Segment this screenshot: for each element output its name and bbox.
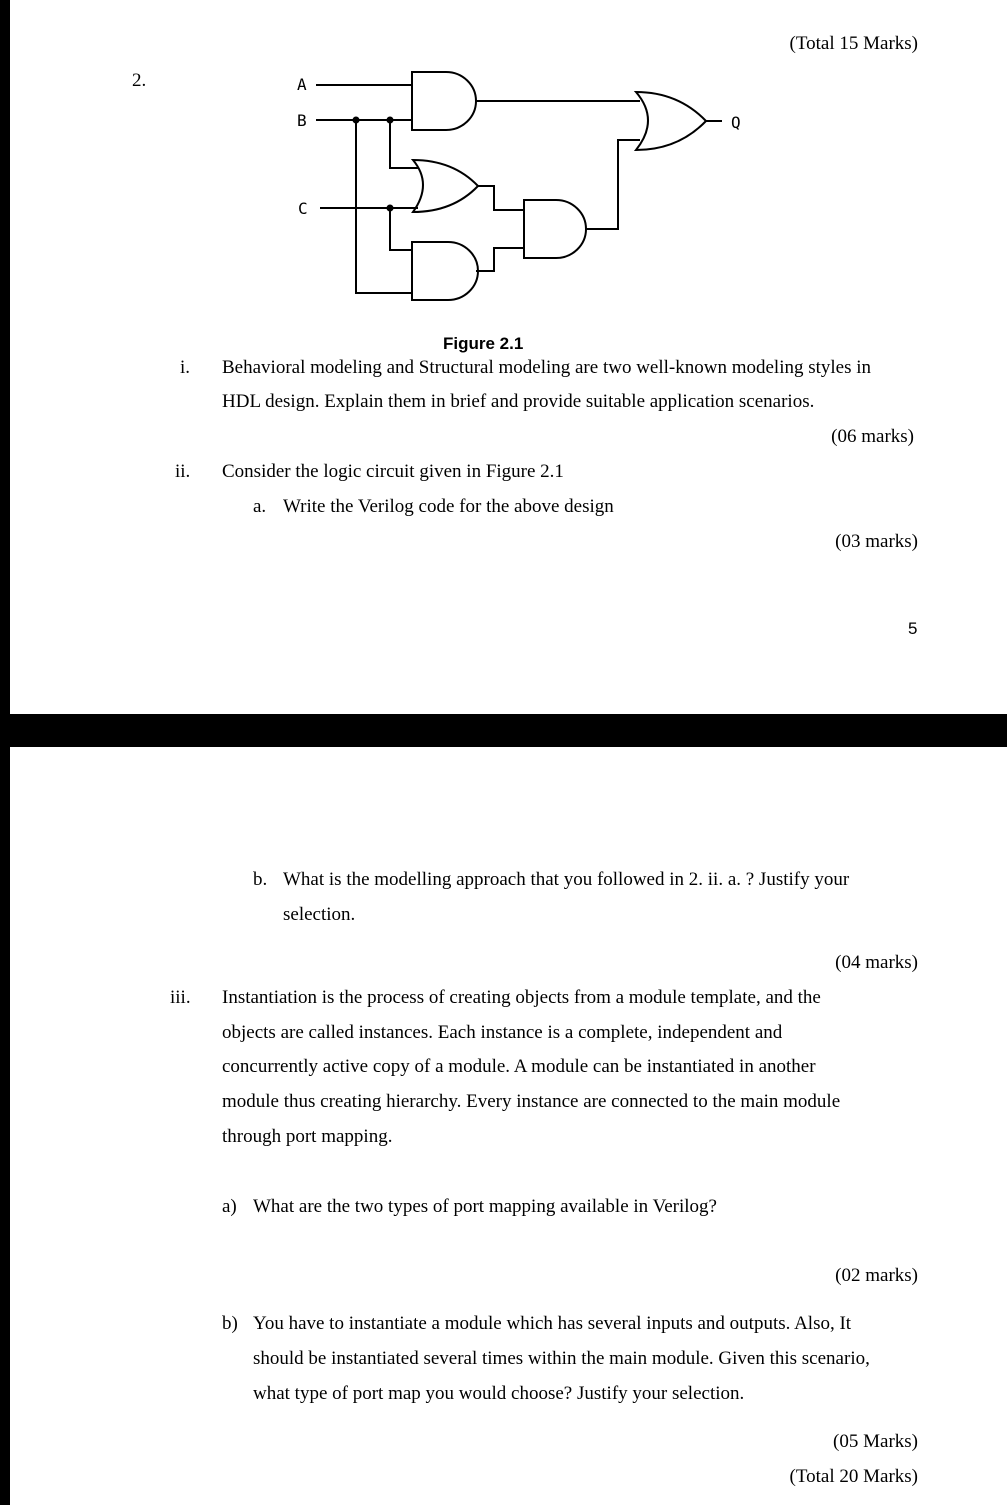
part-ii-b-line2: selection. bbox=[283, 904, 356, 925]
wire-or1-out bbox=[478, 186, 524, 210]
part-ii-b-line1: What is the modelling approach that you followed in 2. ii. a. ? Justify your bbox=[283, 869, 850, 890]
part-iii-a-marks: (02 marks) bbox=[835, 1265, 918, 1286]
and-gate-1 bbox=[412, 72, 476, 130]
exam-page-2 bbox=[10, 747, 1007, 1505]
part-iii-b-line: what type of port map you would choose? Justify your selection. bbox=[253, 1383, 745, 1404]
part-ii-a-marks: (03 marks) bbox=[835, 531, 918, 552]
wire-and3-out bbox=[586, 140, 640, 229]
part-iii-a-text: What are the two types of port mapping available in Verilog? bbox=[253, 1196, 717, 1217]
input-label-b: B bbox=[297, 111, 307, 130]
wire-and2-out bbox=[476, 248, 524, 271]
total-marks-q3: (Total 20 Marks) bbox=[789, 1466, 918, 1487]
junction-b1 bbox=[353, 117, 360, 124]
part-iii-a-label: a) bbox=[222, 1196, 237, 1217]
part-iii-line: module thus creating hierarchy. Every instance are connected to the main module bbox=[222, 1091, 841, 1112]
part-i-line1: Behavioral modeling and Structural modeling are two well-known modeling styles in bbox=[222, 357, 872, 378]
or-gate-1 bbox=[413, 160, 478, 212]
part-ii-b-marks: (04 marks) bbox=[835, 952, 918, 973]
part-iii-b-marks: (05 Marks) bbox=[833, 1431, 918, 1452]
part-iii-line: concurrently active copy of a module. A module can be instantiated in another bbox=[222, 1056, 816, 1077]
part-ii-text: Consider the logic circuit given in Figure 2.1 bbox=[222, 461, 564, 482]
and-gate-3 bbox=[524, 200, 586, 258]
part-ii-b-label: b. bbox=[253, 869, 268, 890]
junction-c bbox=[387, 205, 394, 212]
wire-c-to-and2 bbox=[390, 208, 412, 250]
and-gate-2 bbox=[412, 242, 478, 300]
part-ii-numeral: ii. bbox=[175, 461, 191, 482]
or-gate-output bbox=[636, 92, 706, 150]
question-number: 2. bbox=[132, 70, 147, 91]
logic-circuit-diagram bbox=[278, 60, 758, 310]
total-marks-q2: (Total 15 Marks) bbox=[789, 33, 918, 54]
part-i-line2: HDL design. Explain them in brief and provide suitable application scenarios. bbox=[222, 391, 815, 412]
page-number: 5 bbox=[908, 619, 918, 638]
part-iii-line: objects are called instances. Each instance is a complete, independent and bbox=[222, 1022, 783, 1043]
output-label-q: Q bbox=[731, 113, 741, 132]
part-i-marks: (06 marks) bbox=[831, 426, 914, 447]
part-i-numeral: i. bbox=[180, 357, 191, 378]
part-iii-line: through port mapping. bbox=[222, 1126, 393, 1147]
part-iii-b-line: You have to instantiate a module which has several inputs and outputs. Also, It bbox=[253, 1313, 852, 1334]
part-iii-line: Instantiation is the process of creating objects from a module template, and the bbox=[222, 987, 821, 1008]
part-ii-a-label: a. bbox=[253, 496, 267, 517]
figure-caption: Figure 2.1 bbox=[443, 334, 524, 353]
input-label-a: A bbox=[297, 75, 307, 94]
part-iii-b-line: should be instantiated several times within the main module. Given this scenario, bbox=[253, 1348, 870, 1369]
part-iii-numeral: iii. bbox=[170, 987, 191, 1008]
exam-page-1 bbox=[10, 0, 1007, 714]
input-label-c: C bbox=[298, 199, 308, 218]
part-iii-b-label: b) bbox=[222, 1313, 238, 1334]
part-ii-a-text: Write the Verilog code for the above design bbox=[283, 496, 614, 517]
junction-b2 bbox=[387, 117, 394, 124]
wire-b-to-and2 bbox=[356, 120, 412, 293]
